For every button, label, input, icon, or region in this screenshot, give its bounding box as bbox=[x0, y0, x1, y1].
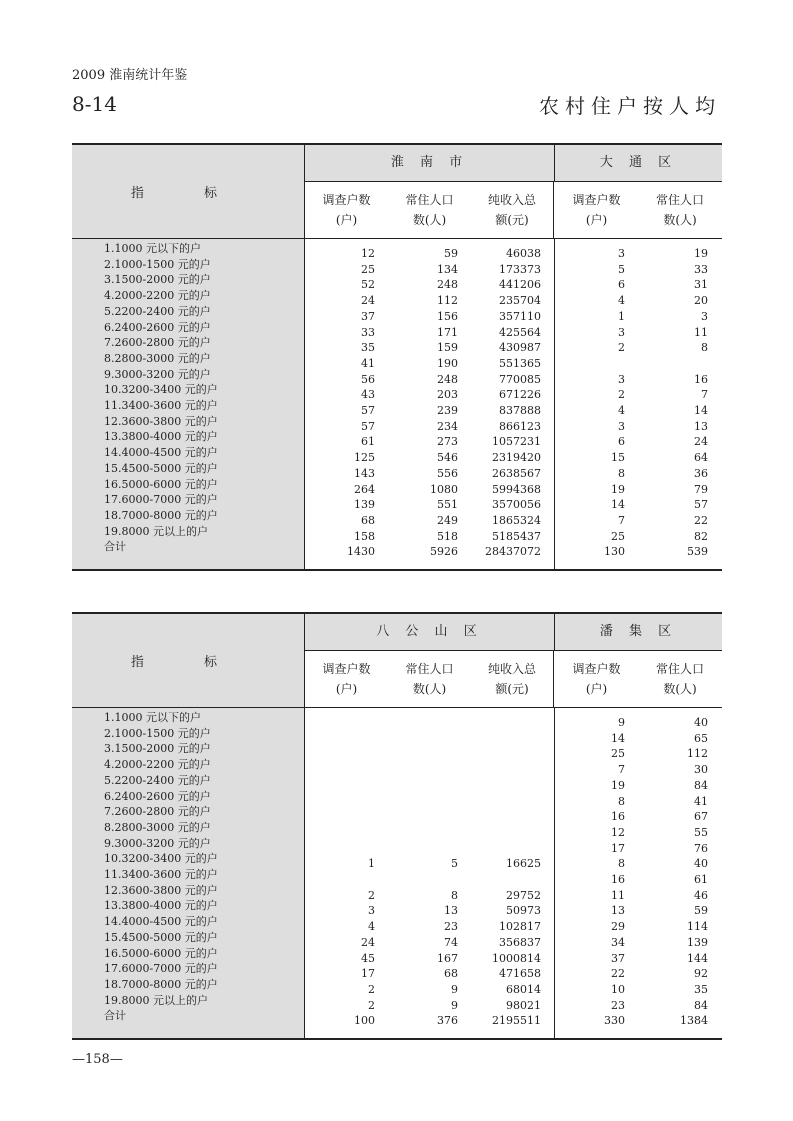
cell-value: 65 bbox=[694, 731, 708, 745]
cell-value: 92 bbox=[694, 967, 708, 981]
row-label: 14.4000-4500 元的户 bbox=[104, 446, 218, 460]
page-title: 农村住户按人均 bbox=[539, 94, 721, 118]
cell-value: 29752 bbox=[506, 888, 541, 902]
table-2 bbox=[72, 612, 722, 1040]
cell-value: 235704 bbox=[499, 294, 541, 308]
cell-value: 264 bbox=[354, 482, 375, 496]
cell-value: 23 bbox=[444, 920, 458, 934]
row-label: 3.1500-2000 元的户 bbox=[104, 742, 211, 756]
cell-value: 234 bbox=[437, 419, 458, 433]
cell-value: 1865324 bbox=[492, 513, 541, 527]
table-header bbox=[72, 145, 722, 239]
row-label: 17.6000-7000 元的户 bbox=[104, 962, 218, 976]
cell-value: 25 bbox=[361, 262, 375, 276]
cell-value: 167 bbox=[437, 951, 458, 965]
cell-value: 2 bbox=[618, 341, 625, 355]
cell-value: 139 bbox=[354, 498, 375, 512]
cell-value: 837888 bbox=[499, 404, 541, 417]
cell-value: 273 bbox=[437, 435, 458, 449]
cell-value: 2 bbox=[368, 998, 375, 1012]
cell-value: 59 bbox=[694, 904, 708, 918]
group-header-datong: 大 通 区 bbox=[599, 155, 678, 170]
cell-value: 35 bbox=[694, 982, 708, 996]
cell-value: 671226 bbox=[499, 388, 541, 402]
cell-value: 190 bbox=[437, 356, 458, 370]
cell-value: 16625 bbox=[506, 857, 541, 871]
cell-value: 2 bbox=[368, 888, 375, 902]
cell-value: 14 bbox=[611, 498, 625, 512]
cell-value: 556 bbox=[437, 466, 458, 480]
cell-value: 5 bbox=[618, 262, 625, 276]
cell-value: 551365 bbox=[499, 356, 541, 370]
group-header-bagongshan: 八 公 山 区 bbox=[376, 624, 483, 639]
cell-value: 9 bbox=[451, 998, 458, 1012]
col-header-population: 常住人口 数(人) bbox=[655, 662, 704, 696]
row-label: 13.3800-4000 元的户 bbox=[104, 899, 218, 913]
cell-value: 248 bbox=[437, 372, 458, 386]
row-label: 17.6000-7000 元的户 bbox=[104, 493, 218, 507]
cell-value: 17 bbox=[361, 967, 375, 981]
cell-value: 125 bbox=[354, 451, 375, 465]
cell-value: 7 bbox=[701, 388, 708, 402]
cell-value: 19 bbox=[611, 482, 625, 496]
cell-value: 112 bbox=[437, 294, 458, 308]
cell-value: 3570056 bbox=[492, 498, 541, 512]
cell-value: 4 bbox=[618, 404, 625, 417]
cell-value: 1384 bbox=[680, 1014, 708, 1028]
cell-value: 158 bbox=[354, 529, 375, 543]
cell-value: 23 bbox=[611, 998, 625, 1012]
cell-value: 866123 bbox=[499, 419, 541, 433]
cell-value: 24 bbox=[361, 935, 375, 949]
cell-value: 2319420 bbox=[492, 451, 541, 465]
table-header bbox=[72, 614, 722, 708]
cell-value: 34 bbox=[611, 935, 625, 949]
cell-value: 33 bbox=[361, 325, 375, 339]
cell-value: 239 bbox=[437, 404, 458, 417]
cell-value: 9 bbox=[618, 716, 625, 729]
col-header-households: 调查户数 (户) bbox=[322, 193, 371, 227]
cell-value: 68014 bbox=[506, 982, 541, 996]
row-label: 合计 bbox=[104, 1009, 126, 1023]
cell-value: 57 bbox=[361, 404, 375, 417]
cell-value: 8 bbox=[701, 341, 708, 355]
cell-value: 79 bbox=[694, 482, 708, 496]
cell-value: 28437072 bbox=[485, 545, 541, 559]
cell-value: 1 bbox=[618, 309, 625, 323]
cell-value: 25 bbox=[611, 529, 625, 543]
cell-value: 40 bbox=[694, 857, 708, 871]
cell-value: 1057231 bbox=[492, 435, 541, 449]
col-header-income: 纯收入总 额(元) bbox=[471, 651, 554, 707]
cell-value: 64 bbox=[694, 451, 708, 465]
cell-value: 13 bbox=[694, 419, 708, 433]
row-label: 10.3200-3400 元的户 bbox=[104, 852, 218, 866]
row-label: 2.1000-1500 元的户 bbox=[104, 726, 211, 740]
cell-value: 518 bbox=[437, 529, 458, 543]
row-label: 15.4500-5000 元的户 bbox=[104, 930, 218, 944]
cell-value: 13 bbox=[444, 904, 458, 918]
cell-value: 55 bbox=[694, 825, 708, 839]
cell-value: 41 bbox=[361, 356, 375, 370]
year-title: 2009 淮南统计年鉴 bbox=[72, 68, 188, 83]
cell-value: 22 bbox=[611, 967, 625, 981]
cell-value: 356837 bbox=[499, 935, 541, 949]
cell-value: 1430 bbox=[347, 545, 375, 559]
cell-value: 43 bbox=[361, 388, 375, 402]
table-row bbox=[72, 993, 722, 1015]
row-label: 4.2000-2200 元的户 bbox=[104, 758, 211, 772]
cell-value: 248 bbox=[437, 278, 458, 292]
cell-value: 37 bbox=[361, 309, 375, 323]
cell-value: 67 bbox=[694, 810, 708, 824]
cell-value: 40 bbox=[694, 716, 708, 729]
row-label: 16.5000-6000 元的户 bbox=[104, 477, 218, 491]
cell-value: 24 bbox=[361, 294, 375, 308]
cell-value: 24 bbox=[694, 435, 708, 449]
cell-value: 7 bbox=[618, 513, 625, 527]
row-label: 1.1000 元以下的户 bbox=[104, 242, 201, 255]
cell-value: 15 bbox=[611, 451, 625, 465]
cell-value: 143 bbox=[354, 466, 375, 480]
row-label: 1.1000 元以下的户 bbox=[104, 711, 201, 724]
cell-value: 441206 bbox=[499, 278, 541, 292]
cell-value: 61 bbox=[361, 435, 375, 449]
cell-value: 68 bbox=[444, 967, 458, 981]
cell-value: 25 bbox=[611, 747, 625, 761]
row-label: 8.2800-3000 元的户 bbox=[104, 820, 211, 834]
row-label: 6.2400-2600 元的户 bbox=[104, 789, 211, 803]
cell-value: 46038 bbox=[506, 247, 541, 260]
row-label: 15.4500-5000 元的户 bbox=[104, 461, 218, 475]
table-body bbox=[72, 239, 722, 569]
col-header-households: 调查户数 (户) bbox=[572, 193, 621, 227]
col-header-households: 调查户数 (户) bbox=[572, 662, 621, 696]
cell-value: 6 bbox=[618, 278, 625, 292]
cell-value: 3 bbox=[618, 419, 625, 433]
cell-value: 156 bbox=[437, 309, 458, 323]
row-label: 18.7000-8000 元的户 bbox=[104, 977, 218, 991]
cell-value: 4 bbox=[368, 920, 375, 934]
row-label: 19.8000 元以上的户 bbox=[104, 524, 208, 538]
cell-value: 203 bbox=[437, 388, 458, 402]
cell-value: 36 bbox=[694, 466, 708, 480]
cell-value: 37 bbox=[611, 951, 625, 965]
cell-value: 11 bbox=[611, 888, 625, 902]
cell-value: 2 bbox=[368, 982, 375, 996]
row-label: 11.3400-3600 元的户 bbox=[104, 868, 218, 881]
cell-value: 4 bbox=[618, 294, 625, 308]
row-label: 2.1000-1500 元的户 bbox=[104, 257, 211, 271]
row-label: 14.4000-4500 元的户 bbox=[104, 915, 218, 929]
col-header-population: 常住人口 数(人) bbox=[655, 193, 704, 227]
cell-value: 134 bbox=[437, 262, 458, 276]
col-header-population: 常住人口 数(人) bbox=[405, 193, 454, 227]
cell-value: 5926 bbox=[430, 545, 458, 559]
cell-value: 3 bbox=[368, 904, 375, 918]
cell-value: 9 bbox=[451, 982, 458, 996]
cell-value: 139 bbox=[687, 935, 708, 949]
cell-value: 539 bbox=[687, 545, 708, 559]
row-label: 4.2000-2200 元的户 bbox=[104, 289, 211, 303]
cell-value: 14 bbox=[694, 404, 708, 417]
cell-value: 114 bbox=[687, 920, 708, 934]
row-label: 12.3600-3800 元的户 bbox=[104, 414, 218, 428]
cell-value: 61 bbox=[694, 873, 708, 886]
cell-value: 376 bbox=[437, 1014, 458, 1028]
cell-value: 20 bbox=[694, 294, 708, 308]
page-number: —158— bbox=[72, 1052, 123, 1067]
cell-value: 12 bbox=[361, 247, 375, 260]
group-header-panji: 潘 集 区 bbox=[599, 624, 678, 639]
cell-value: 8 bbox=[618, 466, 625, 480]
cell-value: 3 bbox=[701, 309, 708, 323]
cell-value: 30 bbox=[694, 763, 708, 777]
cell-value: 74 bbox=[444, 935, 458, 949]
table-row bbox=[72, 1009, 722, 1030]
section-number: 8-14 bbox=[72, 92, 117, 116]
cell-value: 56 bbox=[361, 372, 375, 386]
cell-value: 41 bbox=[694, 794, 708, 808]
row-label: 合计 bbox=[104, 540, 126, 554]
group-header-huainan: 淮 南 市 bbox=[390, 155, 469, 170]
cell-value: 1080 bbox=[430, 482, 458, 496]
table-row bbox=[72, 540, 722, 561]
row-label: 6.2400-2600 元的户 bbox=[104, 320, 211, 334]
row-label: 12.3600-3800 元的户 bbox=[104, 883, 218, 897]
cell-value: 425564 bbox=[499, 325, 541, 339]
col-header-population: 常住人口 数(人) bbox=[405, 662, 454, 696]
cell-value: 14 bbox=[611, 731, 625, 745]
cell-value: 171 bbox=[437, 325, 458, 339]
cell-value: 249 bbox=[437, 513, 458, 527]
cell-value: 770085 bbox=[499, 372, 541, 386]
table-body bbox=[72, 708, 722, 1038]
cell-value: 130 bbox=[604, 545, 625, 559]
row-label: 19.8000 元以上的户 bbox=[104, 993, 208, 1007]
row-label: 16.5000-6000 元的户 bbox=[104, 946, 218, 960]
cell-value: 59 bbox=[444, 247, 458, 260]
cell-value: 551 bbox=[437, 498, 458, 512]
cell-value: 16 bbox=[694, 372, 708, 386]
cell-value: 84 bbox=[694, 778, 708, 792]
row-label: 5.2200-2400 元的户 bbox=[104, 773, 211, 787]
col-header-households: 调查户数 (户) bbox=[322, 662, 371, 696]
cell-value: 546 bbox=[437, 451, 458, 465]
cell-value: 68 bbox=[361, 513, 375, 527]
cell-value: 52 bbox=[361, 278, 375, 292]
cell-value: 3 bbox=[618, 325, 625, 339]
cell-value: 8 bbox=[451, 888, 458, 902]
row-label: 3.1500-2000 元的户 bbox=[104, 273, 211, 287]
cell-value: 330 bbox=[604, 1014, 625, 1028]
row-label: 18.7000-8000 元的户 bbox=[104, 508, 218, 522]
cell-value: 57 bbox=[361, 419, 375, 433]
col-header-income: 纯收入总 额(元) bbox=[471, 182, 554, 238]
cell-value: 102817 bbox=[499, 920, 541, 934]
cell-value: 144 bbox=[687, 951, 708, 965]
row-label: 13.3800-4000 元的户 bbox=[104, 430, 218, 444]
cell-value: 2638567 bbox=[492, 466, 541, 480]
cell-value: 84 bbox=[694, 998, 708, 1012]
cell-value: 8 bbox=[618, 857, 625, 871]
row-label: 5.2200-2400 元的户 bbox=[104, 304, 211, 318]
cell-value: 2195511 bbox=[492, 1014, 541, 1028]
cell-value: 76 bbox=[694, 841, 708, 855]
cell-value: 112 bbox=[687, 747, 708, 761]
cell-value: 29 bbox=[611, 920, 625, 934]
row-label: 9.3000-3200 元的户 bbox=[104, 836, 211, 850]
cell-value: 5994368 bbox=[492, 482, 541, 496]
cell-value: 6 bbox=[618, 435, 625, 449]
cell-value: 471658 bbox=[499, 967, 541, 981]
row-label: 11.3400-3600 元的户 bbox=[104, 399, 218, 412]
cell-value: 19 bbox=[611, 778, 625, 792]
cell-value: 45 bbox=[361, 951, 375, 965]
cell-value: 8 bbox=[618, 794, 625, 808]
cell-value: 173373 bbox=[499, 262, 541, 276]
cell-value: 3 bbox=[618, 247, 625, 260]
cell-value: 7 bbox=[618, 763, 625, 777]
cell-value: 1000814 bbox=[492, 951, 541, 965]
table-1 bbox=[72, 143, 722, 571]
cell-value: 5 bbox=[451, 857, 458, 871]
cell-value: 22 bbox=[694, 513, 708, 527]
cell-value: 1 bbox=[368, 857, 375, 871]
cell-value: 13 bbox=[611, 904, 625, 918]
cell-value: 10 bbox=[611, 982, 625, 996]
cell-value: 33 bbox=[694, 262, 708, 276]
cell-value: 2 bbox=[618, 388, 625, 402]
indicator-header: 指 标 bbox=[130, 655, 246, 670]
row-label: 7.2600-2800 元的户 bbox=[104, 805, 211, 819]
cell-value: 35 bbox=[361, 341, 375, 355]
row-label: 8.2800-3000 元的户 bbox=[104, 351, 211, 365]
cell-value: 100 bbox=[354, 1014, 375, 1028]
row-label: 10.3200-3400 元的户 bbox=[104, 383, 218, 397]
row-label: 7.2600-2800 元的户 bbox=[104, 336, 211, 350]
cell-value: 82 bbox=[694, 529, 708, 543]
cell-value: 430987 bbox=[499, 341, 541, 355]
cell-value: 12 bbox=[611, 825, 625, 839]
cell-value: 3 bbox=[618, 372, 625, 386]
cell-value: 50973 bbox=[506, 904, 541, 918]
cell-value: 357110 bbox=[499, 309, 541, 323]
row-label: 9.3000-3200 元的户 bbox=[104, 367, 211, 381]
cell-value: 19 bbox=[694, 247, 708, 260]
cell-value: 5185437 bbox=[492, 529, 541, 543]
cell-value: 16 bbox=[611, 810, 625, 824]
cell-value: 98021 bbox=[506, 998, 541, 1012]
cell-value: 159 bbox=[437, 341, 458, 355]
cell-value: 11 bbox=[694, 325, 708, 339]
table-row bbox=[72, 524, 722, 546]
cell-value: 16 bbox=[611, 873, 625, 886]
cell-value: 46 bbox=[694, 888, 708, 902]
indicator-header: 指 标 bbox=[130, 186, 246, 201]
cell-value: 17 bbox=[611, 841, 625, 855]
cell-value: 31 bbox=[694, 278, 708, 292]
cell-value: 57 bbox=[694, 498, 708, 512]
